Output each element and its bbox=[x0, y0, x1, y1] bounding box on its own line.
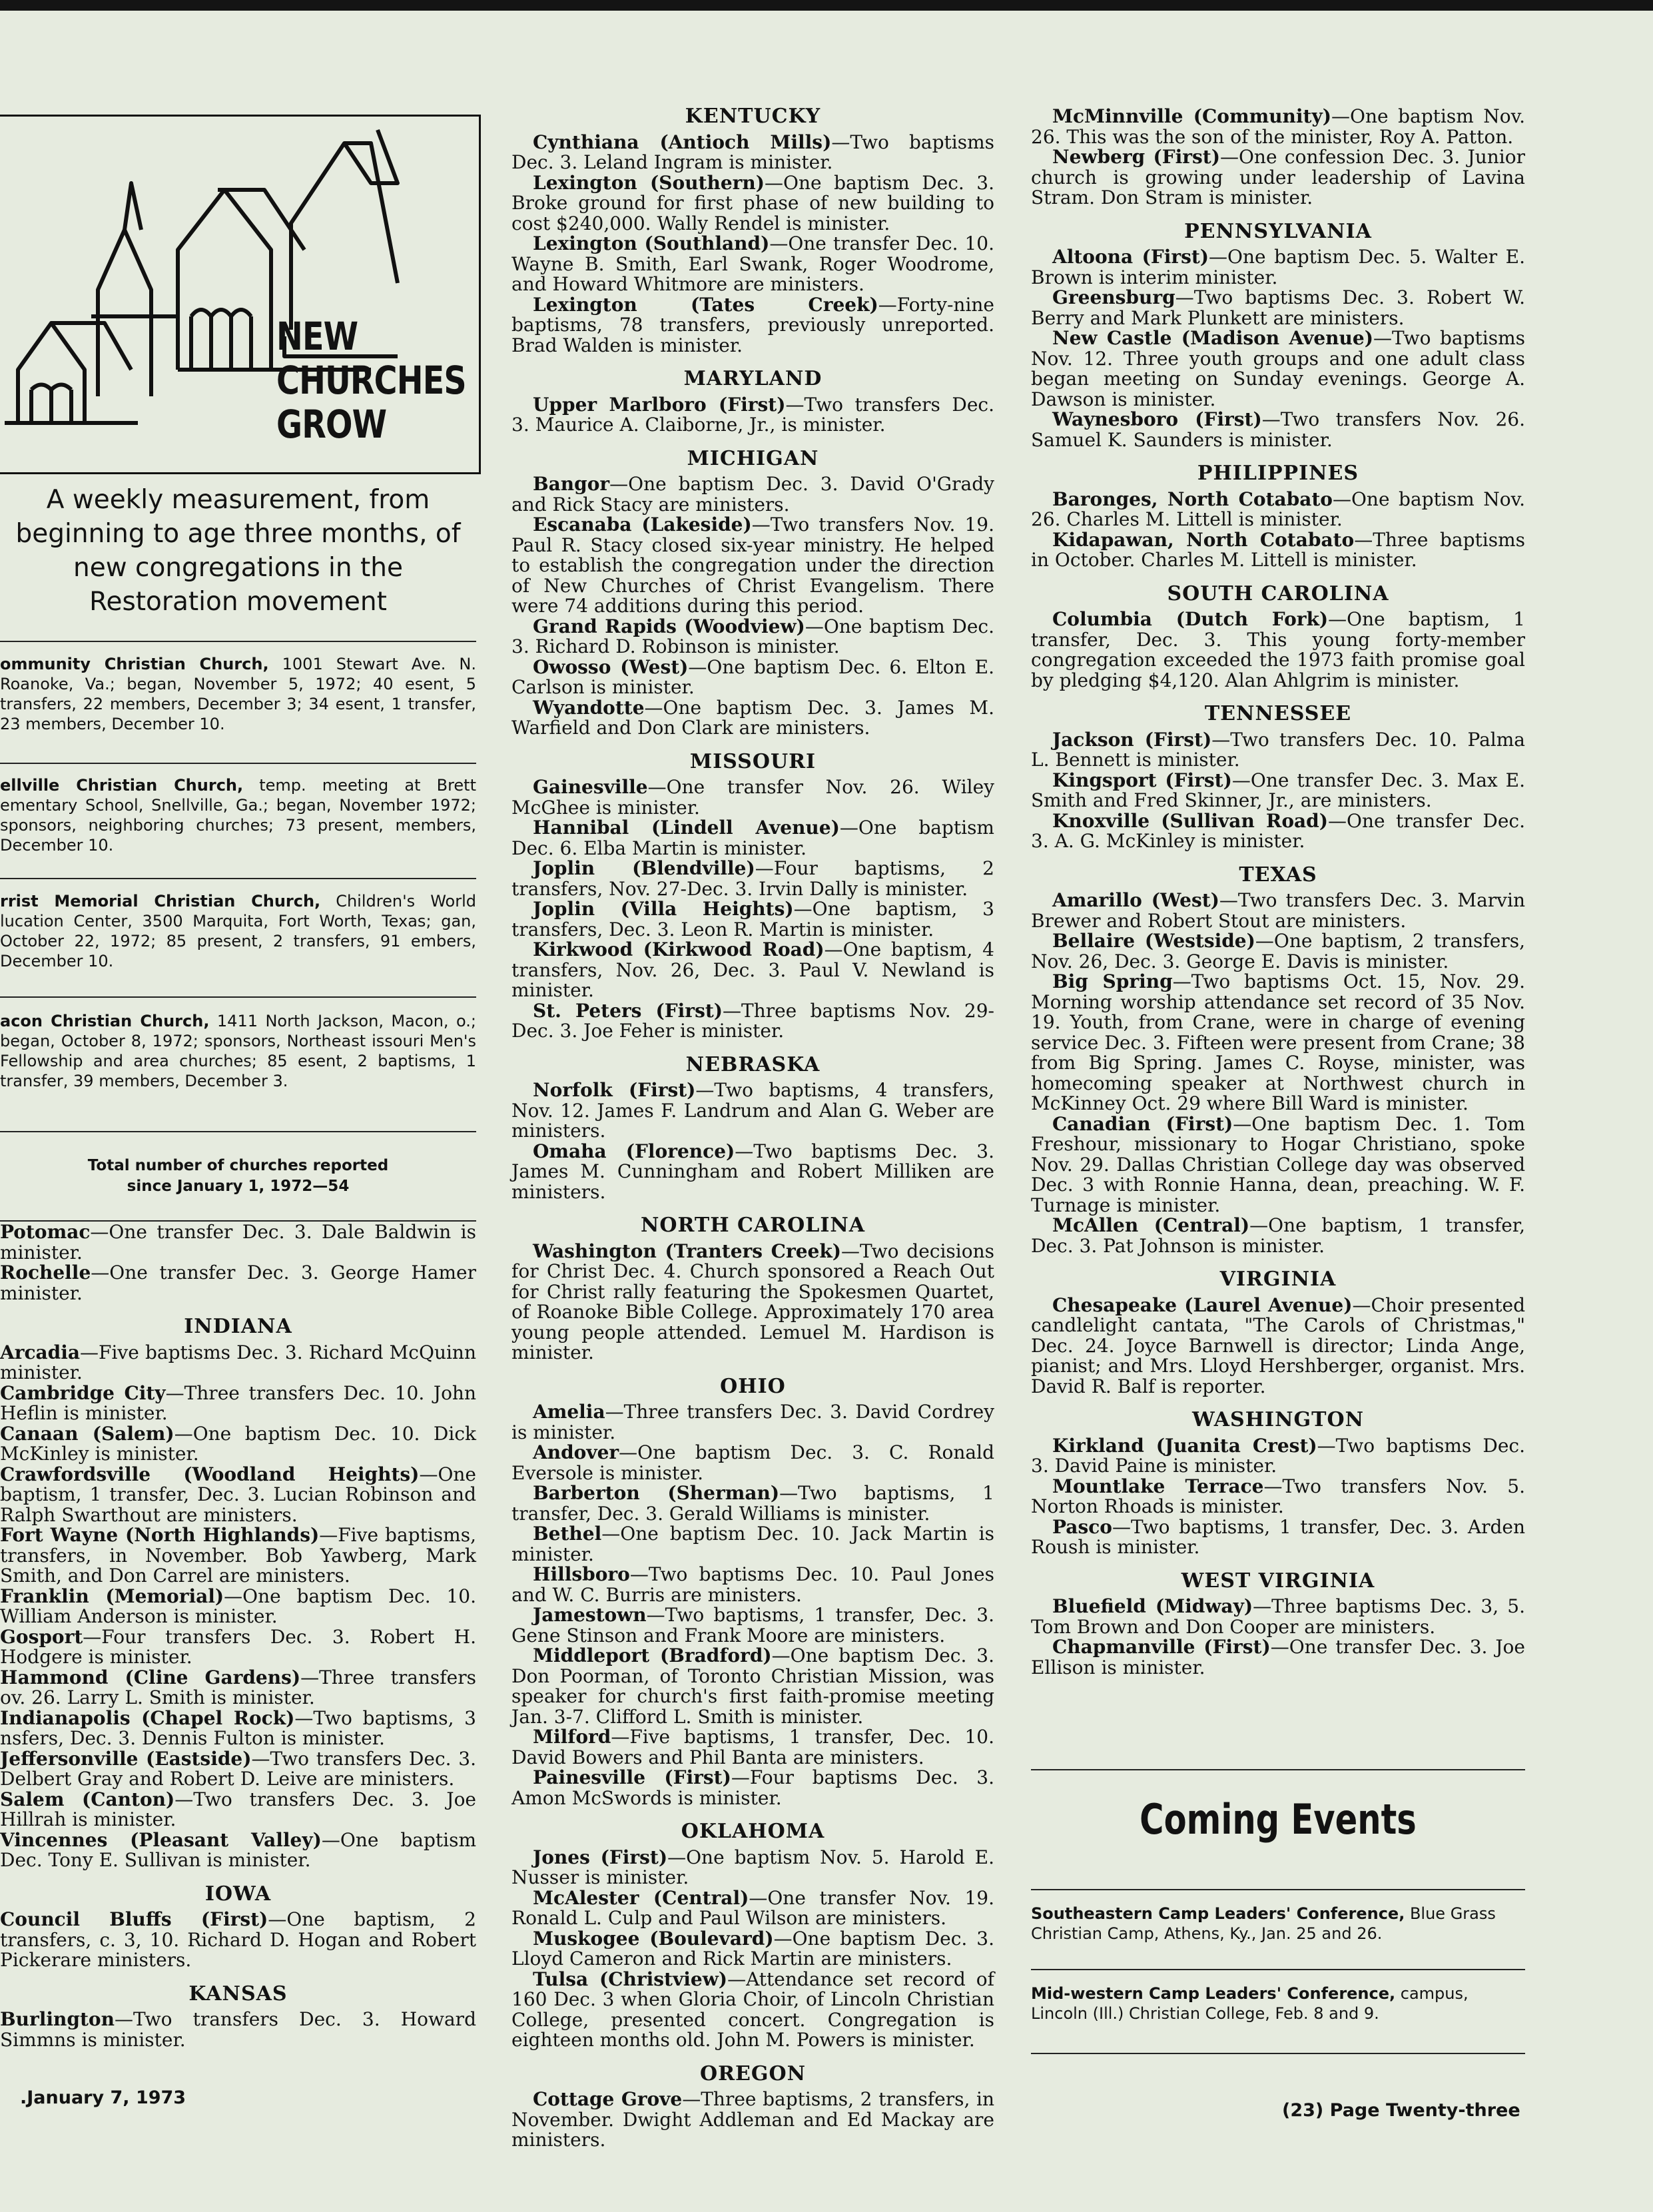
church-report-details: —Two transfers Dec. 3. Joe Hillrah is minister. bbox=[0, 1788, 476, 1830]
church-name: Escanaba (Lakeside) bbox=[533, 514, 752, 536]
church-report bbox=[0, 1222, 476, 1263]
church-report-details: —Three transfers Dec. 10. John Heflin is minister. bbox=[0, 1381, 476, 1424]
church-report bbox=[0, 1790, 476, 1830]
state-heading: WASHINGTON bbox=[1191, 1408, 1364, 1431]
church-report-details: —Four baptisms Dec. 3. Amon McSwords is minister. bbox=[511, 1766, 994, 1809]
church-report bbox=[0, 1830, 476, 1871]
state-heading: INDIANA bbox=[184, 1315, 292, 1338]
state-heading: MICHIGAN bbox=[687, 446, 819, 470]
left-top-entries bbox=[0, 1222, 476, 1303]
church-name: Amelia bbox=[533, 1401, 605, 1423]
church-report-details: —One baptism, 1 transfer, Dec. 3. Lucian Robinson and Ralph Swarthout are ministers. bbox=[0, 1463, 476, 1526]
church-report-details: —Three baptisms Dec. 3, 5. Tom Brown and Don Cooper are ministers. bbox=[1031, 1595, 1525, 1638]
church-report bbox=[511, 234, 994, 295]
church-name: Barberton (Sherman) bbox=[533, 1482, 780, 1504]
church-report bbox=[0, 1910, 476, 1971]
church-name: rrist Memorial Christian Church, bbox=[0, 892, 321, 911]
church-report-details: —One baptism Nov. 5. Harold E. Nusser is minister. bbox=[511, 1846, 994, 1888]
church-name: Joplin (Blendville) bbox=[533, 857, 755, 879]
church-report bbox=[511, 859, 994, 899]
church-name: Wyandotte bbox=[533, 696, 645, 719]
church-name: Andover bbox=[533, 1441, 619, 1463]
church-name: Cottage Grove bbox=[533, 2088, 683, 2110]
church-name: Jeffersonville (Eastside) bbox=[0, 1747, 252, 1770]
church-name: Joplin (Villa Heights) bbox=[533, 898, 794, 920]
church-report-details: —Two decisions for Christ Dec. 4. Church sponsored a Reach Out for Christ rally featuring the Spokesmen Quartet, of Roanoke Bible College. Approximately 170 area young people attended. Lemuel M. Hardison is minister. bbox=[511, 1240, 994, 1363]
state-heading: TENNESSEE bbox=[1204, 702, 1352, 725]
church-report bbox=[1031, 247, 1525, 288]
church-details: 1411 North Jackson, Macon, o.; began, October 8, 1972; sponsors, Northeast issouri Men's Fellowship and area churches; 85 esent, 2 baptisms, 1 transfer, 39 members, December 3. bbox=[0, 1012, 476, 1090]
church-report-details: —Two baptisms, 1 transfer, Dec. 3. Gene Stinson and Frank Moore are ministers. bbox=[511, 1604, 994, 1647]
church-report-details: —Two baptisms Dec. 3. James M. Cunningham and Robert Milliken are ministers. bbox=[511, 1140, 994, 1203]
church-report-details: —One baptism, 2 transfers, Nov. 26, Dec. 3. George E. Davis is minister. bbox=[1031, 930, 1526, 972]
church-report bbox=[1031, 1295, 1525, 1397]
church-report-details: —One transfer Nov. 26. Wiley McGhee is minister. bbox=[511, 776, 994, 819]
left-column bbox=[0, 1222, 476, 2050]
right-column bbox=[1031, 107, 1525, 1678]
church-report-details: —One baptism Dec. 6. Elton E. Carlson is minister. bbox=[511, 655, 994, 698]
right-top-entries bbox=[1031, 107, 1525, 208]
church-report bbox=[1031, 410, 1525, 450]
church-report-details: —Two baptisms Dec. 3. David Paine is minister. bbox=[1031, 1434, 1525, 1477]
divider bbox=[1031, 1889, 1525, 1890]
church-name: Hillsboro bbox=[533, 1563, 630, 1585]
church-name: Kingsport (First) bbox=[1052, 769, 1232, 791]
church-name: Bangor bbox=[533, 473, 610, 495]
church-report bbox=[1031, 771, 1525, 811]
church-report-details: —Two transfers Dec. 3. Howard Simmns is minister. bbox=[0, 2008, 476, 2051]
church-report bbox=[0, 1525, 476, 1587]
state-heading: OKLAHOMA bbox=[681, 1820, 825, 1843]
church-name: Indianapolis (Chapel Rock) bbox=[0, 1706, 295, 1729]
church-name: Grand Rapids (Woodview) bbox=[533, 615, 805, 637]
church-report-details: —Attendance set record of 160 Dec. 3 when Gloria Choir, of Lincoln Christian College, presented concert. Congregation is eighteen months old. John M. Powers is minister. bbox=[511, 1968, 994, 2051]
church-report-details: —Two baptisms Dec. 10. Paul Jones and W. C. Burris are ministers. bbox=[511, 1563, 994, 1606]
church-name: Crawfordsville (Woodland Heights) bbox=[0, 1463, 420, 1485]
church-report-details: —Five baptisms, 1 transfer, Dec. 10. David Bowers and Phil Banta are ministers. bbox=[511, 1726, 994, 1768]
event-details: Blue Grass Christian Camp, Athens, Ky., Jan. 25 and 26. bbox=[1031, 1904, 1496, 1943]
church-report bbox=[1031, 530, 1525, 571]
church-name: McMinnville (Community) bbox=[1052, 105, 1332, 127]
divider bbox=[0, 763, 476, 764]
church-name: Fort Wayne (North Highlands) bbox=[0, 1524, 320, 1546]
total-line-1: Total number of churches reported bbox=[87, 1157, 389, 1174]
church-report-details: —Five baptisms Dec. 3. Richard McQuinn minister. bbox=[0, 1341, 476, 1383]
church-details: 1001 Stewart Ave. N. Roanoke, Va.; began, November 5, 1972; 40 esent, 5 transfers, 22 members, December 3; 34 esent, 1 transfer, 23 members, December 10. bbox=[0, 655, 477, 733]
church-report-details: —Three transfers ov. 26. Larry L. Smith is minister. bbox=[0, 1666, 476, 1708]
church-name: Altoona (First) bbox=[1052, 246, 1209, 268]
church-name: Lexington (Southern) bbox=[533, 171, 765, 194]
church-report bbox=[511, 1888, 994, 1929]
church-report bbox=[511, 1970, 994, 2051]
church-report bbox=[1031, 972, 1525, 1114]
church-report-details: —One baptism Dec. 10. William Anderson is minister. bbox=[0, 1585, 476, 1627]
church-name: Lexington (Southland) bbox=[533, 232, 770, 254]
church-report bbox=[1031, 891, 1525, 931]
church-report-details: —One baptism Dec. 10. Jack Martin is minister. bbox=[511, 1523, 994, 1565]
church-report-details: —One transfer Dec. 3. Dale Baldwin is minister. bbox=[0, 1221, 476, 1264]
church-report bbox=[511, 1565, 994, 1605]
logo-word-churches: CHURCHES bbox=[276, 358, 466, 403]
church-report bbox=[1031, 609, 1525, 691]
state-heading: VIRGINIA bbox=[1219, 1268, 1337, 1291]
church-report-details: —Two baptisms Dec. 3. Leland Ingram is minister. bbox=[511, 131, 994, 173]
church-report bbox=[511, 474, 994, 515]
church-report bbox=[1031, 931, 1525, 972]
church-report-details: —One baptism, 1 transfer, Dec. 3. This young forty-member congregation exceeded the 1973 faith promise goal by pledging $4,120. Alan Ahlgrim is minister. bbox=[1031, 608, 1525, 691]
church-report bbox=[511, 173, 994, 234]
state-heading: OREGON bbox=[699, 2061, 807, 2085]
church-report bbox=[1031, 107, 1525, 147]
church-report-details: —Two baptisms Dec. 3. Robert W. Berry and Mark Plunkett are ministers. bbox=[1031, 286, 1525, 329]
church-report bbox=[511, 1080, 994, 1142]
divider bbox=[0, 878, 476, 879]
church-report bbox=[511, 940, 994, 1001]
church-name: Baronges, North Cotabato bbox=[1052, 488, 1333, 510]
church-name: Norfolk (First) bbox=[533, 1079, 696, 1101]
churches-drawing-icon bbox=[0, 117, 479, 472]
state-heading: IOWA bbox=[204, 1882, 272, 1906]
church-report bbox=[0, 1627, 476, 1668]
church-report bbox=[1031, 1597, 1525, 1637]
church-name: Bluefield (Midway) bbox=[1052, 1595, 1253, 1617]
church-report bbox=[0, 1263, 476, 1303]
church-name: Big Spring bbox=[1052, 970, 1173, 992]
church-name: Chapmanville (First) bbox=[1052, 1636, 1271, 1658]
new-churches-grow-logo bbox=[0, 115, 481, 474]
event-entry bbox=[1031, 1984, 1525, 2024]
church-report-details: —One baptism Dec. 10. Dick McKinley is minister. bbox=[0, 1422, 476, 1465]
total-churches-reported bbox=[0, 1156, 476, 1197]
divider bbox=[1031, 2053, 1525, 2054]
event-details: campus, Lincoln (Ill.) Christian College, Feb. 8 and 9. bbox=[1031, 1984, 1469, 2023]
church-report-details: —One transfer Nov. 19. Ronald L. Culp and Paul Wilson are ministers. bbox=[511, 1886, 994, 1929]
state-heading: MISSOURI bbox=[689, 749, 817, 773]
total-line-2: since January 1, 1972—54 bbox=[127, 1178, 350, 1195]
coming-events-title: Coming Events bbox=[1140, 1795, 1417, 1844]
church-report-details: —One baptism Dec. 3. Richard D. Robinson is minister. bbox=[511, 615, 994, 657]
church-report-details: —Three transfers Dec. 3. David Cordrey is minister. bbox=[511, 1401, 994, 1443]
logo-word-new: NEW bbox=[276, 314, 358, 359]
church-name: Owosso (West) bbox=[533, 655, 689, 678]
church-name: Arcadia bbox=[0, 1341, 81, 1363]
tagline: A weekly measurement, from beginning to age three months, of new congregations in the Restoration movement bbox=[15, 485, 461, 617]
church-name: Jamestown bbox=[533, 1604, 647, 1626]
church-report-details: —One baptism, 4 transfers, Nov. 26, Dec. 3. Paul V. Newland is minister. bbox=[511, 938, 994, 1001]
church-name: New Castle (Madison Avenue) bbox=[1052, 327, 1373, 349]
church-name: Greensburg bbox=[1052, 286, 1175, 308]
church-report-details: —Three baptisms in October. Charles M. Littell is minister. bbox=[1031, 528, 1525, 571]
middle-column bbox=[511, 107, 994, 2151]
church-report-details: —Two transfers Nov. 19. Paul R. Stacy closed six-year ministry. He helped to establish the congregation under the direction of New Churches of Christ Evangelism. There were 74 additions during this period. bbox=[511, 514, 995, 617]
left-state-sections bbox=[0, 1317, 476, 2050]
church-name: acon Christian Church, bbox=[0, 1012, 210, 1030]
church-report-details: —One baptism Nov. 26. This was the son of the minister, Roy A. Patton. bbox=[1031, 105, 1526, 148]
church-details: Children's World lucation Center, 3500 Marquita, Fort Worth, Texas; gan, October 22, 1972; 85 present, 2 transfers, 91 embers, December 10. bbox=[0, 892, 476, 970]
church-name: Salem (Canton) bbox=[0, 1788, 175, 1810]
church-report-details: —Two transfers Nov. 5. Norton Rhoads is minister. bbox=[1031, 1475, 1525, 1517]
church-report bbox=[0, 1668, 476, 1708]
church-name: Council Bluffs (First) bbox=[0, 1908, 268, 1930]
church-report-details: —One baptism Dec. 1. Tom Freshour, missionary to Hogar Christiano, spoke Nov. 29. Dallas Christian College day was observed Dec. 3 with Ronnie Hanna, dean, preaching. W. F. Turnage is minister. bbox=[1031, 1112, 1525, 1216]
church-report bbox=[1031, 811, 1525, 852]
church-report bbox=[511, 777, 994, 818]
church-report-details: —One transfer Dec. 10. Wayne B. Smith, Earl Swank, Roger Woodrome, and Howard Whitmore are ministers. bbox=[511, 232, 994, 295]
church-report-details: —One baptism, 3 transfers, Dec. 3. Leon R. Martin is minister. bbox=[511, 898, 994, 940]
church-name: Kirkwood (Kirkwood Road) bbox=[533, 938, 825, 960]
church-name: Kidapawan, North Cotabato bbox=[1052, 528, 1355, 551]
church-name: Bellaire (Westside) bbox=[1052, 930, 1255, 952]
church-report bbox=[511, 1443, 994, 1483]
church-report-details: —One baptism Dec. Tony E. Sullivan is minister. bbox=[0, 1828, 476, 1871]
church-report-details: —Two transfers Dec. 3. Maurice A. Claiborne, Jr., is minister. bbox=[511, 393, 994, 436]
church-report-details: —One baptism, 1 transfer, Dec. 3. Pat Johnson is minister. bbox=[1031, 1214, 1525, 1257]
state-heading: MARYLAND bbox=[683, 367, 823, 390]
church-name: Gainesville bbox=[533, 776, 648, 798]
church-report bbox=[1031, 1216, 1525, 1256]
church-report bbox=[511, 1402, 994, 1443]
church-report-details: —One confession Dec. 3. Junior church is growing under leadership of Lavina Stram. Don Stram is minister. bbox=[1031, 146, 1525, 208]
church-report-details: —One baptism Dec. 3. Don Poorman, of Toronto Christian Mission, was speaker for church's first faith-promise meeting Jan. 3-7. Clifford L. Smith is minister. bbox=[511, 1645, 994, 1728]
church-report bbox=[1031, 730, 1525, 771]
church-name: Amarillo (West) bbox=[1052, 889, 1219, 911]
church-report-details: —One baptism Dec. 3. James M. Warfield and Don Clark are ministers. bbox=[511, 696, 994, 739]
church-report bbox=[511, 1605, 994, 1646]
state-heading: PHILIPPINES bbox=[1197, 462, 1359, 485]
church-report bbox=[0, 1749, 476, 1790]
church-report-details: —Three baptisms, 2 transfers, in November. Dwight Addleman and Ed Mackay are ministers. bbox=[511, 2088, 994, 2151]
church-report bbox=[511, 295, 994, 356]
church-report-details: —Three baptisms Nov. 29-Dec. 3. Joe Feher is minister. bbox=[511, 999, 994, 1042]
church-report bbox=[511, 1242, 994, 1363]
church-report-details: —One baptism Dec. 3. David O'Grady and Rick Stacy are ministers. bbox=[511, 473, 994, 516]
church-report bbox=[1031, 288, 1525, 328]
church-report-details: —One baptism Nov. 26. Charles M. Littell is minister. bbox=[1031, 488, 1525, 530]
church-report-details: —One baptism Dec. 3. C. Ronald Eversole is minister. bbox=[511, 1441, 994, 1484]
church-name: Columbia (Dutch Fork) bbox=[1052, 608, 1329, 630]
church-report bbox=[511, 1848, 994, 1888]
church-report bbox=[511, 1483, 994, 1524]
page-number: (23) Page Twenty-three bbox=[1282, 2100, 1520, 2121]
divider bbox=[1031, 1969, 1525, 1970]
church-report bbox=[1031, 1517, 1525, 1558]
church-report bbox=[511, 899, 994, 940]
church-name: Cambridge City bbox=[0, 1381, 166, 1404]
church-report bbox=[0, 1708, 476, 1749]
church-report bbox=[511, 2089, 994, 2151]
church-report-details: —One baptism Dec. 6. Elba Martin is minister. bbox=[511, 817, 994, 859]
church-report-details: —One transfer Dec. 3. George Hamer minister. bbox=[0, 1262, 476, 1304]
church-report bbox=[1031, 147, 1525, 208]
church-name: Milford bbox=[533, 1726, 611, 1748]
church-report bbox=[511, 698, 994, 739]
church-name: Hammond (Cline Gardens) bbox=[0, 1666, 301, 1688]
church-report bbox=[1031, 328, 1525, 410]
church-report-details: —Two baptisms, 1 transfer, Dec. 3. Gerald Williams is minister. bbox=[511, 1482, 994, 1525]
church-name: Mountlake Terrace bbox=[1052, 1475, 1264, 1497]
new-church-entry bbox=[0, 654, 476, 734]
church-name: Franklin (Memorial) bbox=[0, 1585, 224, 1607]
state-heading: KENTUCKY bbox=[685, 105, 821, 128]
church-report bbox=[511, 1768, 994, 1808]
church-report-details: —Two baptisms, 1 transfer, Dec. 3. Arden Roush is minister. bbox=[1031, 1515, 1525, 1558]
church-name: Vincennes (Pleasant Valley) bbox=[0, 1828, 322, 1851]
church-report-details: —Two transfers Nov. 26. Samuel K. Saunders is minister. bbox=[1031, 408, 1526, 451]
church-report-details: —One baptism Dec. 3. Broke ground for first phase of new building to cost $240,000. Wally Rendel is minister. bbox=[511, 171, 994, 234]
church-report-details: —Choir presented candlelight cantata, "The Carols of Christmas," Dec. 24. Joyce Barnwell is director; Linda Ange, pianist; and Mrs. Lloyd Hershberger, organist. Mrs. David R. Balf is reporter. bbox=[1031, 1293, 1526, 1397]
church-name: Chesapeake (Laurel Avenue) bbox=[1052, 1293, 1353, 1316]
church-name: Jones (First) bbox=[533, 1846, 668, 1868]
church-name: St. Peters (First) bbox=[533, 999, 723, 1022]
church-report bbox=[511, 395, 994, 436]
church-report bbox=[511, 657, 994, 698]
divider bbox=[0, 1131, 476, 1132]
church-name: Potomac bbox=[0, 1221, 91, 1243]
state-heading: SOUTH CAROLINA bbox=[1167, 581, 1389, 605]
divider bbox=[1031, 1769, 1525, 1770]
church-report-details: —One transfer Dec. 3. Max E. Smith and Fred Skinner, Jr., are ministers. bbox=[1031, 769, 1526, 811]
church-name: Burlington bbox=[0, 2008, 115, 2030]
logo-word-grow: GROW bbox=[276, 402, 387, 447]
church-details: temp. meeting at Brett ementary School, Snellville, Ga.; began, November 1972; sponsors, neighboring churches; 73 present, members, December 10. bbox=[0, 776, 476, 855]
church-name: Canadian (First) bbox=[1052, 1112, 1233, 1135]
church-name: McAlester (Central) bbox=[533, 1886, 749, 1909]
church-report bbox=[1031, 490, 1525, 530]
church-report-details: —Two transfers Dec. 3. Marvin Brewer and Robert Stout are ministers. bbox=[1031, 889, 1525, 932]
church-name: Gosport bbox=[0, 1625, 83, 1648]
church-report bbox=[511, 617, 994, 657]
new-church-entry bbox=[0, 1011, 476, 1091]
church-name: Upper Marlboro (First) bbox=[533, 393, 786, 416]
church-name: Washington (Tranters Creek) bbox=[533, 1240, 841, 1262]
divider bbox=[0, 641, 476, 642]
state-heading: OHIO bbox=[720, 1374, 786, 1398]
church-report-details: —One baptism Dec. 3. Lloyd Cameron and Rick Martin are ministers. bbox=[511, 1927, 994, 1970]
church-name: Newberg (First) bbox=[1052, 146, 1220, 168]
church-report bbox=[511, 1524, 994, 1565]
church-name: Jackson (First) bbox=[1052, 728, 1212, 751]
church-report-details: —One transfer Dec. 3. Joe Ellison is minister. bbox=[1031, 1636, 1525, 1678]
divider bbox=[0, 996, 476, 998]
church-report bbox=[0, 1465, 476, 1526]
church-name: ellville Christian Church, bbox=[0, 776, 244, 795]
church-report bbox=[1031, 1637, 1525, 1678]
church-name: Lexington (Tates Creek) bbox=[533, 293, 878, 316]
state-heading: NEBRASKA bbox=[685, 1052, 821, 1076]
church-name: Rochelle bbox=[0, 1262, 91, 1284]
church-name: Hannibal (Lindell Avenue) bbox=[533, 817, 840, 839]
church-report bbox=[511, 818, 994, 859]
church-report bbox=[0, 2010, 476, 2050]
church-name: Omaha (Florence) bbox=[533, 1140, 735, 1162]
state-heading: WEST VIRGINIA bbox=[1181, 1569, 1375, 1593]
issue-date: .January 7, 1973 bbox=[20, 2087, 186, 2108]
church-report bbox=[511, 1142, 994, 1203]
church-report-details: —Two baptisms, 4 transfers, Nov. 12. James F. Landrum and Alan G. Weber are ministers. bbox=[511, 1079, 994, 1142]
church-name: Muskogee (Boulevard) bbox=[533, 1927, 774, 1950]
church-name: Cynthiana (Antioch Mills) bbox=[533, 131, 832, 153]
church-report-details: —One transfer Dec. 3. A. G. McKinley is minister. bbox=[1031, 809, 1525, 852]
church-report bbox=[0, 1383, 476, 1424]
church-name: Middleport (Bradford) bbox=[533, 1645, 772, 1666]
event-name: Mid-western Camp Leaders' Conference, bbox=[1031, 1984, 1396, 2003]
church-name: Pasco bbox=[1052, 1515, 1112, 1538]
church-report-details: —Two transfers Dec. 10. Palma L. Bennett is minister. bbox=[1031, 728, 1525, 771]
church-report bbox=[511, 1929, 994, 1970]
church-name: Knoxville (Sullivan Road) bbox=[1052, 809, 1328, 832]
event-entry bbox=[1031, 1904, 1525, 1944]
church-report bbox=[511, 1646, 994, 1727]
right-state-sections bbox=[1031, 219, 1526, 1678]
church-report bbox=[511, 1001, 994, 1042]
event-name: Southeastern Camp Leaders' Conference, bbox=[1031, 1904, 1405, 1923]
church-report bbox=[1031, 1114, 1525, 1216]
church-report-details: —Four transfers Dec. 3. Robert H. Hodgere is minister. bbox=[0, 1625, 476, 1668]
church-report-details: —Two baptisms Oct. 15, Nov. 29. Morning worship attendance set record of 35 Nov. 19. Youth, from Crane, were in charge of evening service Dec. 3. Fifteen were present from Crane; 38 from Big Spring. James C. Royse, minister, was homecoming speaker at Northwest church in McKinney Oct. 29 where Bill Ward is minister. bbox=[1031, 970, 1525, 1114]
church-report-details: —Five baptisms, transfers, in November. Bob Yawberg, Mark Smith, and Don Carrel are ministers. bbox=[0, 1524, 476, 1587]
church-report bbox=[511, 1727, 994, 1768]
church-report bbox=[1031, 1436, 1525, 1477]
church-name: ommunity Christian Church, bbox=[0, 655, 269, 673]
top-edge-shadow bbox=[0, 0, 1653, 11]
church-report-details: —Two baptisms Nov. 12. Three youth groups and one adult class began meeting on Sunday evenings. George A. Dawson is minister. bbox=[1031, 327, 1525, 410]
church-report bbox=[0, 1343, 476, 1383]
church-report-details: —Four baptisms, 2 transfers, Nov. 27-Dec. 3. Irvin Dally is minister. bbox=[511, 857, 994, 900]
church-report bbox=[511, 133, 994, 173]
state-heading: KANSAS bbox=[188, 1982, 288, 2006]
new-church-entry bbox=[0, 891, 476, 971]
church-report-details: —Two transfers Dec. 3. Delbert Gray and Robert D. Leive are ministers. bbox=[0, 1747, 476, 1790]
church-name: Kirkland (Juanita Crest) bbox=[1052, 1434, 1317, 1457]
church-report bbox=[511, 515, 994, 617]
church-name: McAllen (Central) bbox=[1052, 1214, 1250, 1236]
church-name: Bethel bbox=[533, 1523, 602, 1545]
church-report bbox=[0, 1587, 476, 1627]
church-report-details: —Two baptisms, 3 nsfers, Dec. 3. Dennis Fulton is minister. bbox=[0, 1706, 476, 1749]
new-church-entry bbox=[0, 775, 476, 855]
church-report-details: —One baptism Dec. 5. Walter E. Brown is interim minister. bbox=[1031, 246, 1525, 288]
church-name: Canaan (Salem) bbox=[0, 1422, 174, 1445]
church-name: Waynesboro (First) bbox=[1052, 408, 1262, 430]
church-report-details: —One baptism, 2 transfers, c. 3, 10. Richard D. Hogan and Robert Pickerare ministers. bbox=[0, 1908, 476, 1971]
state-heading: NORTH CAROLINA bbox=[640, 1214, 866, 1237]
church-report bbox=[1031, 1477, 1525, 1517]
church-name: Tulsa (Christview) bbox=[533, 1968, 728, 1990]
state-heading: TEXAS bbox=[1239, 863, 1317, 887]
state-heading: PENNSYLVANIA bbox=[1184, 219, 1372, 243]
church-name: Painesville (First) bbox=[533, 1766, 731, 1788]
church-report-details: —Forty-nine baptisms, 78 transfers, previously unreported. Brad Walden is minister. bbox=[511, 293, 994, 356]
church-report bbox=[0, 1424, 476, 1465]
